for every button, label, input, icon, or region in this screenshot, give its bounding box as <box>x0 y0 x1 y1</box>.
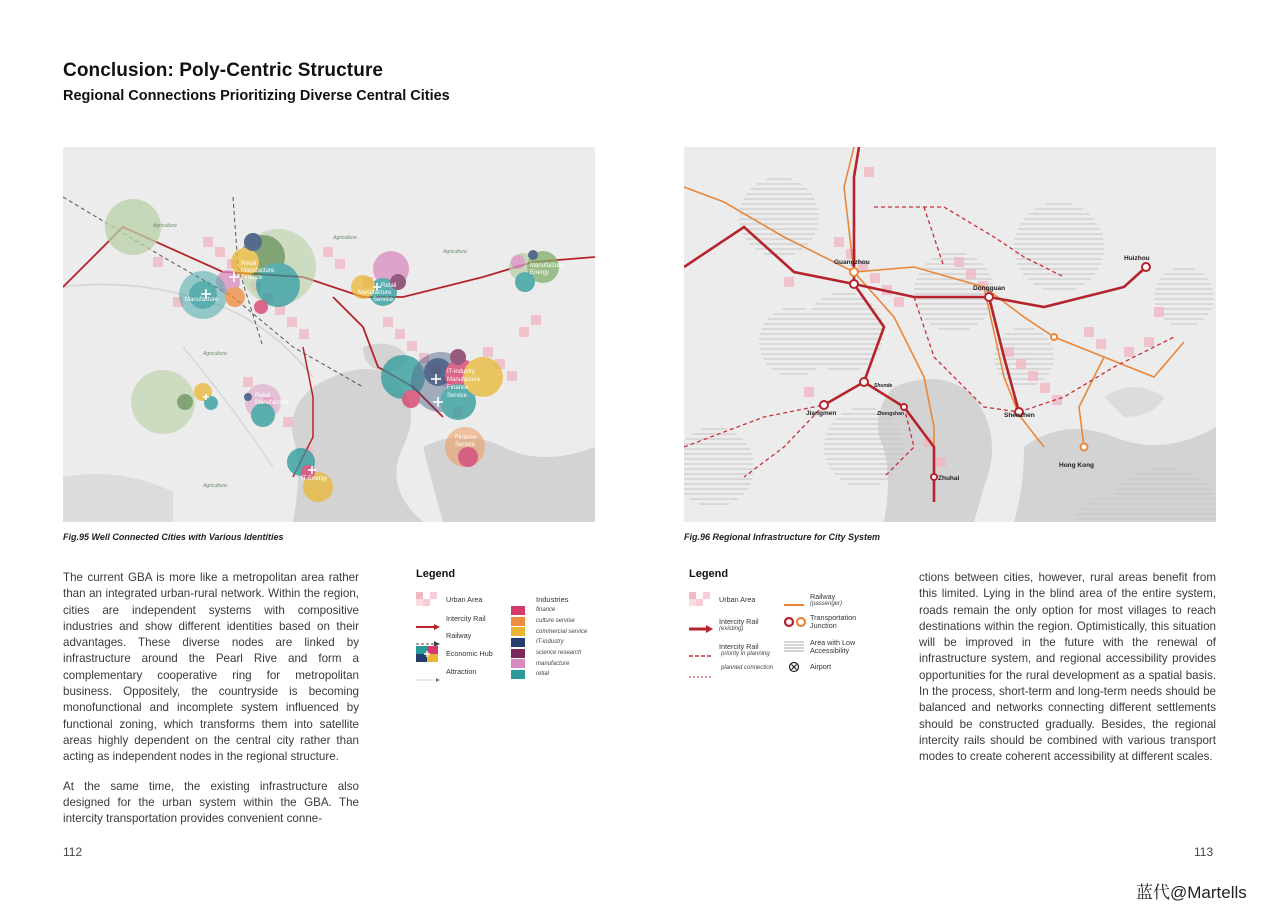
junction-icon <box>784 615 808 633</box>
industry-swatch <box>511 649 525 658</box>
right-legend-title: Legend <box>689 568 729 580</box>
industry-item <box>511 605 611 616</box>
industry-item <box>511 658 611 669</box>
label-it-energy: IT-Energy <box>301 476 328 482</box>
city-huizhou: Huizhou <box>1124 255 1150 262</box>
city-shenzhen: Shenzhen <box>1004 412 1035 419</box>
svg-text:Agriculture: Agriculture <box>203 483 227 489</box>
industry-label: science research <box>536 650 582 657</box>
label-retail-manufacture-finance: Retail Manufacture Finance <box>241 261 275 281</box>
urban-area-swatch <box>416 592 438 606</box>
industry-label: finance <box>536 607 556 614</box>
left-paragraph-2: At the same time, the existing infrastructure also designed for the urban system within the GBA. The intercity transportation provides convenient conne- <box>63 779 359 826</box>
svg-text:Agriculture: Agriculture <box>333 235 357 241</box>
r-legend-junction: Transportation Junction <box>810 613 857 630</box>
left-map-svg <box>63 147 595 522</box>
r-legend-low-access: Area with Low Accessibility <box>810 638 856 655</box>
legend-attraction: Attraction <box>446 667 477 676</box>
industry-swatch <box>511 638 525 647</box>
airport-icon <box>788 660 800 678</box>
left-body-text <box>63 570 359 840</box>
page-number-left: 112 <box>63 845 83 859</box>
intercity-rail-swatch <box>416 617 440 635</box>
industry-swatch <box>511 670 525 679</box>
right-map <box>684 147 1216 522</box>
svg-text:Agriculture: Agriculture <box>153 223 177 229</box>
left-figure-caption: Fig.95 Well Connected Cities with Various Identities <box>63 532 284 542</box>
page-title: Conclusion: Poly-Centric Structure <box>63 60 384 81</box>
low-access-icon <box>784 640 804 658</box>
industry-item <box>511 626 611 637</box>
industry-label: commercial service <box>536 628 588 635</box>
label-manufacture-energy: Manufacture Energy <box>530 263 564 276</box>
economic-hub-swatch <box>416 646 438 667</box>
industry-item <box>511 616 611 627</box>
industry-item <box>511 648 611 659</box>
industry-swatch <box>511 659 525 668</box>
label-manufacture: Manufacture <box>185 297 219 303</box>
right-legend <box>689 568 909 678</box>
city-hongkong: Hong Kong <box>1059 462 1095 469</box>
industry-label: manufacture <box>536 660 570 667</box>
label-retail-manufacture-2: Retail Manufacture <box>255 393 289 406</box>
r-railway-swatch <box>784 595 806 613</box>
left-paragraph-1: The current GBA is more like a metropolitan area rather than an integrated urban-rural network. Within the region, cities are independent systems with compositive industries and show different identities based on their advantages. These diverse nodes are linked by infrastructure around the Pearl Rive and form a complementary cooperative ring for metropolitan business. Oppositely, the countryside is becoming monofunctional and incomplete system influenced by functional zoning, which transforms them into satellite areas highly dependent on the central city rather than acting as independent nodes in the regional structure. <box>63 571 359 764</box>
industries-list <box>511 605 611 680</box>
city-shunde: Shunde <box>874 383 893 389</box>
legend-intercity-rail: Intercity Rail <box>446 614 486 623</box>
left-legend-title: Legend <box>416 568 456 580</box>
right-figure-caption: Fig.96 Regional Infrastructure for City System <box>684 532 881 542</box>
city-zhuhai: Zhuhai <box>938 475 960 482</box>
r-legend-airport: Airport <box>810 662 832 671</box>
left-map <box>63 147 595 522</box>
industries-title: Industries <box>536 595 569 604</box>
industry-label: culture servise <box>536 618 575 625</box>
industry-label: IT-industry <box>536 639 564 646</box>
industry-swatch <box>511 627 525 636</box>
page-subtitle: Regional Connections Prioritizing Diverse Central Cities <box>63 88 450 104</box>
r-legend-railway: Railway <box>810 592 836 601</box>
city-jiangmen: Jiangmen <box>806 410 837 417</box>
r-planned-swatch <box>689 667 713 685</box>
city-guangzhou: Guangzhou <box>834 259 870 266</box>
r-intercity-swatch <box>689 620 713 638</box>
right-paragraph-1: ctions between cities, however, rural areas benefit from this limited. Lying in the blind area of the entire system, roads remain the only option for most villages to reach destinations within the region. Optimistically, this situation will be improved in the future with the renewal of infrastructure system, and regional accessibility provides opportunities for the rural development as a spatial basis. In the process, short-term and long-term needs should be balanced and networks connecting different settlements should be constructed gradually. Besides, the regional intercity rails should be combined with various transport modes to create coherent accessibility at different scales. <box>919 571 1216 764</box>
right-body-text <box>919 570 1216 779</box>
watermark: 蓝代@Martells <box>1136 883 1247 902</box>
left-legend <box>416 568 606 688</box>
industry-swatch <box>511 617 525 626</box>
attraction-swatch <box>416 670 440 688</box>
page-number-right: 113 <box>1194 845 1214 859</box>
r-legend-existing: (existing) <box>719 626 744 632</box>
industry-label: retial <box>536 671 550 678</box>
city-zhongshan: Zhongshan <box>877 411 904 417</box>
r-legend-intercity-rail: Intercity Rail <box>719 617 759 626</box>
svg-text:Agriculture: Agriculture <box>443 249 467 255</box>
r-legend-planned: planned connection <box>721 665 774 671</box>
r-urban-swatch <box>689 592 711 611</box>
label-it-industry: IT-industry Manufacture Finance Service <box>447 369 481 399</box>
r-legend-priority: priority in planning <box>721 651 770 657</box>
legend-railway: Railway <box>446 631 472 640</box>
industry-swatch <box>511 606 525 615</box>
svg-text:Agriculture: Agriculture <box>203 351 227 357</box>
industry-item <box>511 669 611 680</box>
r-legend-railway-sub: (passenger) <box>810 601 843 607</box>
legend-urban-area: Urban Area <box>446 595 483 604</box>
legend-economic-hub: Economic Hub <box>446 649 493 658</box>
r-planning-swatch <box>689 646 713 664</box>
label-finance-service: Finance Service <box>455 435 477 448</box>
r-legend-urban-area: Urban Area <box>719 595 756 604</box>
r-legend-intercity-planning: Intercity Rail <box>719 642 759 651</box>
right-map-svg <box>684 147 1216 522</box>
city-dongguan: Dongguan <box>973 285 1006 292</box>
industry-item <box>511 637 611 648</box>
label-retail-manufacture-service: Retail Manufacture Service <box>358 283 397 303</box>
